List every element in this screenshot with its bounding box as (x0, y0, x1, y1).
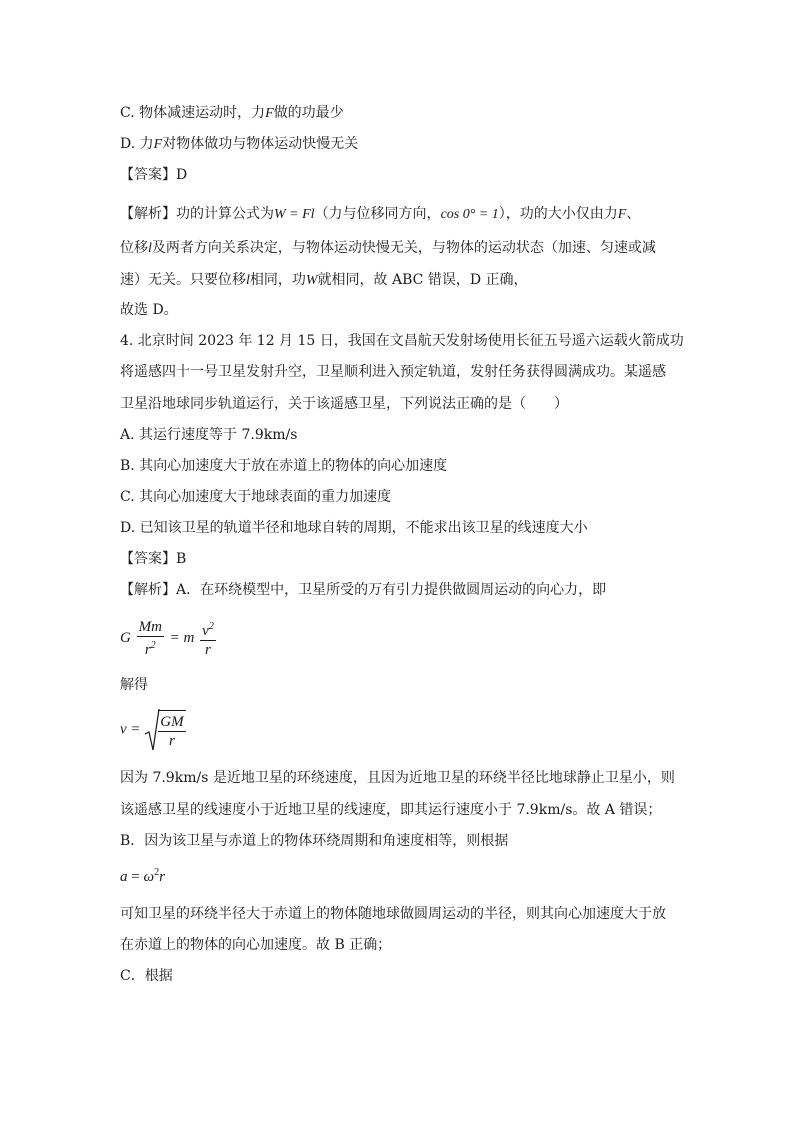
know-line-2: 在赤道上的物体的向心加速度。故 B 正确； (120, 937, 392, 953)
numerator: GM (160, 714, 184, 730)
text: （力与位移同方向， (314, 206, 441, 222)
option-c: C. 其向心加速度大于地球表面的重力加速度 (120, 489, 392, 505)
fraction (137, 618, 164, 659)
symbol-v: v = (120, 721, 141, 738)
centripetal-formula (120, 867, 165, 886)
because-line-1: 因为 7.9km/s 是近地卫星的环绕速度，且因为近地卫星的环绕半径比地球静止卫星小，则 (120, 770, 675, 786)
choose-1: 故选 D。 (120, 302, 178, 318)
variable-f: F (617, 207, 627, 222)
option-a: A. 其运行速度等于 7.9km/s (120, 427, 298, 443)
c-analysis: C．根据 (120, 968, 173, 984)
text: 做的功最少 (273, 105, 344, 121)
b-analysis: B．因为该卫星与赤道上的物体环绕周期和角速度相等，则根据 (120, 833, 509, 849)
variable-l: l (148, 241, 152, 256)
cos-formula: cos 0° = 1 (440, 207, 499, 222)
question-4-line-3: 卫星沿地球同步轨道运行，关于该遥感卫星，下列说法正确的是（ ） (120, 396, 568, 412)
question-4-line-1: 4. 北京时间 2023 年 12 月 15 日，我国在文昌航天发射场使用长征五号遥六运载火箭成功 (120, 333, 684, 349)
text: 位移 (120, 240, 148, 256)
text: 、 (626, 206, 641, 222)
velocity-formula (120, 708, 188, 752)
numerator (200, 618, 216, 641)
symbol-r: r (144, 642, 151, 658)
exponent: 2 (154, 867, 160, 878)
symbol-g: G (120, 629, 131, 646)
symbol-a: a (120, 869, 128, 885)
symbol-v: v (202, 623, 209, 639)
text: 【解析】功的计算公式为 (120, 206, 274, 222)
analysis-1-line-1 (120, 204, 640, 225)
text: 速）无关。只要位移 (120, 272, 246, 288)
symbol-r: r (159, 869, 165, 885)
equals-m: = m (169, 629, 195, 646)
variable-f: F (265, 106, 274, 121)
analysis-1-line-2 (120, 238, 656, 259)
answer-2: 【答案】B (120, 551, 187, 567)
solve-label: 解得 (120, 677, 148, 693)
analysis-2-line-1: 【解析】A．在环绕模型中，卫星所受的万有引力提供做圆周运动的向心力，即 (120, 582, 607, 598)
option-c-previous (120, 103, 344, 124)
fraction (158, 710, 185, 750)
analysis-1-line-3 (120, 270, 528, 291)
denominator: r (169, 733, 175, 749)
variable-w: W (305, 273, 318, 288)
text: 就相同，故 ABC 错误，D 正确， (317, 272, 528, 288)
option-d-previous (120, 134, 358, 155)
option-d: D. 已知该卫星的轨道半径和地球自转的周期，不能求出该卫星的线速度大小 (120, 520, 588, 536)
because-line-2: 该遥感卫星的线速度小于近地卫星的线速度，即其运行速度小于 7.9km/s。故 A 错误； (120, 802, 662, 818)
symbol-omega: ω (143, 869, 155, 885)
equals: = (131, 869, 140, 885)
text: C. 物体减速运动时，力 (120, 105, 266, 121)
denominator: r (205, 642, 211, 658)
text: 相同，功 (249, 272, 306, 288)
denominator (143, 637, 158, 659)
question-4-line-2: 将遥感四十一号卫星发射升空，卫星顺利进入预定轨道，发射任务获得圆满成功。某遥感 (120, 364, 666, 380)
work-formula: W = Fl (274, 207, 315, 222)
exponent: 2 (208, 621, 214, 632)
variable-l: l (246, 273, 250, 288)
numerator: Mm (138, 619, 162, 635)
exponent: 2 (150, 640, 156, 651)
text: ），功的大小仅由力 (498, 206, 618, 222)
know-line-1: 可知卫星的环绕半径大于赤道上的物体随地球做圆周运动的半径，则其向心加速度大于放 (120, 906, 666, 922)
gravitation-formula (120, 618, 218, 659)
answer-1: 【答案】D (120, 167, 188, 183)
option-b: B. 其向心加速度大于放在赤道上的物体的向心加速度 (120, 458, 448, 474)
text: 对物体做功与物体运动快慢无关 (162, 136, 359, 152)
variable-f: F (153, 137, 163, 152)
fraction (200, 618, 216, 659)
text: D. 力 (120, 136, 154, 152)
text: 及两者方向关系决定，与物体运动快慢无关，与物体的运动状态（加速、匀速或减 (151, 240, 656, 256)
